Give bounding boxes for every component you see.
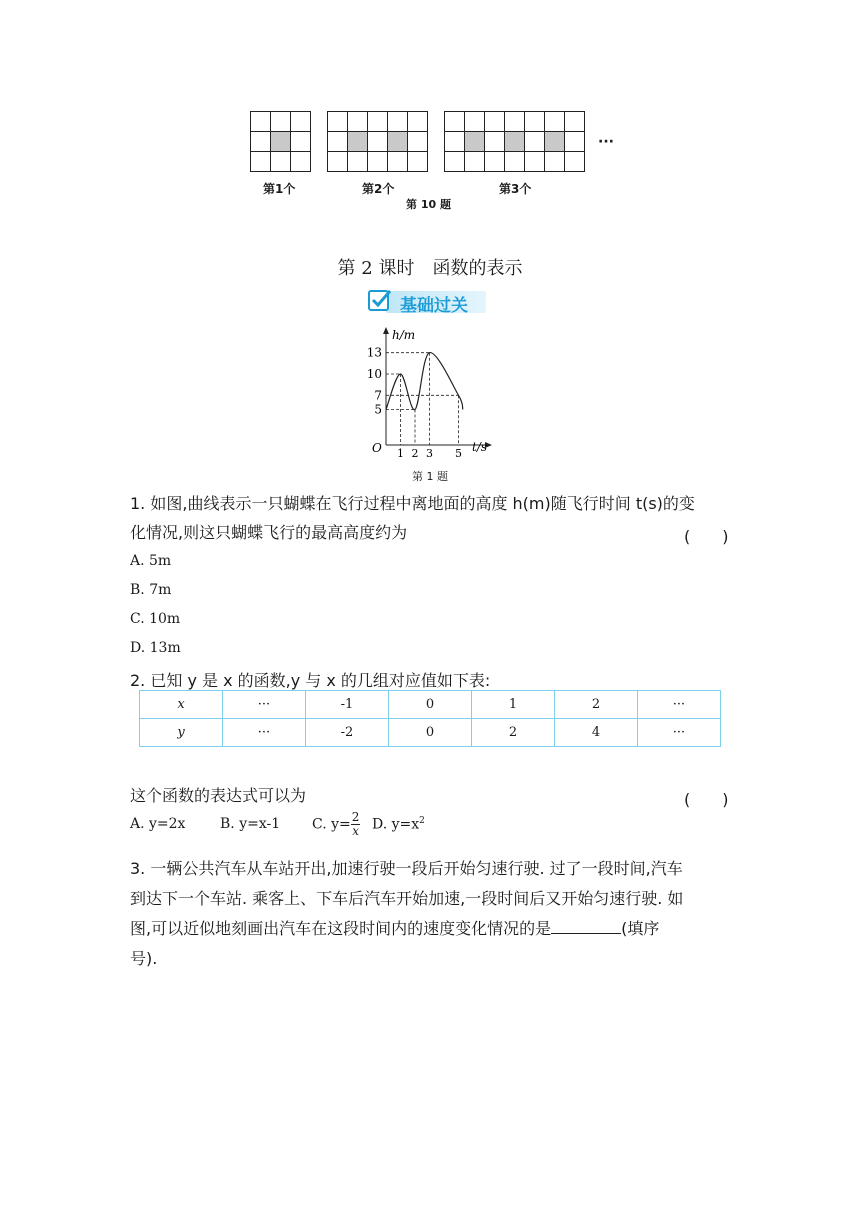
q1-line-2: 化情况,则这只蝴蝶飞行的最高高度约为 [130, 523, 408, 542]
q2-question: 这个函数的表达式可以为 [130, 786, 307, 805]
y-tick-label: 5 [374, 402, 382, 417]
table-cell: 4 [555, 719, 638, 747]
q3-line-3-text: 图,可以近似地刻画出汽车在这段时间内的速度变化情况的是 [130, 919, 552, 938]
table-cell: ··· [638, 719, 721, 747]
y-tick-label: 10 [366, 367, 382, 381]
figure-1-graph [360, 325, 500, 460]
y-tick-label: 13 [366, 345, 382, 360]
answer-blank[interactable] [551, 917, 621, 934]
x-tick-label: 5 [455, 447, 462, 460]
x-axis-label: t/s [472, 440, 488, 454]
q1-answer-paren: ( ) [684, 527, 729, 546]
q1-option-a: A. 5m [130, 553, 172, 569]
table-cell: ··· [638, 691, 721, 719]
table-cell: ··· [223, 691, 306, 719]
q1-option-d: D. 13m [130, 640, 181, 656]
fraction [351, 811, 361, 838]
q2-option-b: B. y=x-1 [220, 816, 281, 832]
q3-line-2: 到达下一个车站. 乘客上、下车后汽车开始加速,一段时间后又开始匀速行驶. 如 [130, 889, 684, 908]
q3-line-3 [130, 914, 659, 944]
table-row [140, 719, 721, 747]
lesson-title: 第 2 课时 函数的表示 [337, 258, 523, 279]
pattern-ellipsis: ··· [598, 134, 614, 150]
table-cell: 1 [472, 691, 555, 719]
table-cell: 2 [555, 691, 638, 719]
y-axis-arrow [383, 327, 389, 334]
q2-value-table [139, 690, 721, 747]
exponent: 2 [419, 816, 425, 826]
q2-option-d-prefix: D. y=x [372, 816, 420, 833]
x-tick-label: 1 [397, 447, 404, 460]
table-cell: -1 [306, 691, 389, 719]
q2-option-d [372, 816, 425, 833]
checkbox-icon [368, 288, 392, 312]
table-cell: -2 [306, 719, 389, 747]
q2-option-c [312, 811, 360, 838]
section-badge [368, 288, 488, 314]
graph-axes [383, 327, 492, 448]
q2-option-c-prefix: C. y= [312, 816, 351, 833]
pattern-grid-2 [327, 111, 428, 172]
q2-stem: 2. 已知 y 是 x 的函数,y 与 x 的几组对应值如下表: [130, 671, 491, 690]
q2-answer-paren: ( ) [684, 790, 729, 809]
fraction-numerator: 2 [351, 810, 360, 824]
table-cell: x [140, 691, 223, 719]
table-cell: ··· [223, 719, 306, 747]
badge-label: 基础过关 [400, 296, 468, 316]
pattern-caption-1: 第1个 [263, 182, 296, 196]
x-tick-labels [397, 447, 462, 460]
q1-option-c: C. 10m [130, 611, 181, 627]
table-cell: 0 [389, 691, 472, 719]
q1-option-b: B. 7m [130, 582, 172, 598]
height-curve [386, 353, 463, 410]
q3-line-1: 3. 一辆公共汽车从车站开出,加速行驶一段后开始匀速行驶. 过了一段时间,汽车 [130, 859, 683, 878]
q3-line-4: 号). [130, 949, 158, 968]
q3-line-3-tail: (填序 [621, 919, 660, 938]
figure-10-title: 第 10 题 [406, 198, 451, 211]
pattern-caption-3: 第3个 [499, 182, 532, 196]
table-cell: 2 [472, 719, 555, 747]
pattern-grid-1 [250, 111, 311, 172]
q2-option-a: A. y=2x [130, 816, 186, 832]
q1-line-1: 1. 如图,曲线表示一只蝴蝶在飞行过程中离地面的高度 h(m)随飞行时间 t(s)的变 [130, 494, 695, 513]
pattern-caption-2: 第2个 [362, 182, 395, 196]
origin-label: O [372, 441, 382, 455]
fraction-denominator: x [352, 824, 359, 838]
dashed-guides [386, 353, 459, 445]
y-tick-labels [367, 346, 382, 417]
y-axis-label: h/m [392, 328, 416, 342]
y-tick-label: 7 [374, 388, 382, 403]
table-cell: y [140, 719, 223, 747]
x-tick-label: 2 [411, 447, 419, 460]
pattern-grid-3 [444, 111, 585, 172]
x-tick-label: 3 [426, 447, 433, 460]
figure-1-title: 第 1 题 [412, 470, 448, 483]
table-cell: 0 [389, 719, 472, 747]
table-row [140, 691, 721, 719]
